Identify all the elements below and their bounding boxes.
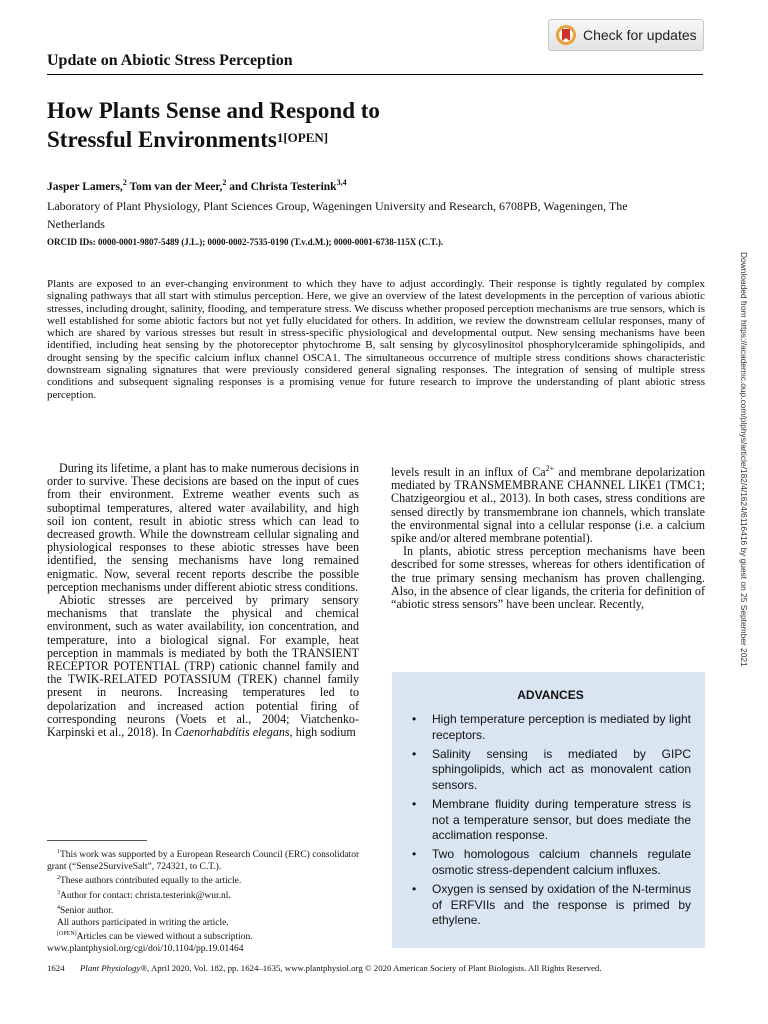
title-footnote-marker: 1[OPEN] xyxy=(276,130,329,145)
body-paragraph: During its lifetime, a plant has to make numerous decisions in order to survive. These decisions are based on the input of cues from their environment. Extreme weather events such as suboptimal temperatures, altered water availability, and high soil ion content, result in abiotic stress which can lead to decreased growth. While the downstream cellular signaling and physiological responses to these abiotic stresses have been identified, the sensing mechanisms have long remained enigmatic. Now, several recent reports describe the possible perception mechanisms under different abiotic stress conditions. xyxy=(47,461,359,594)
advances-item: • Two homologous calcium channels regulate osmotic stress-dependent calcium influxes. xyxy=(410,847,691,878)
advances-box xyxy=(392,672,705,948)
footnotes xyxy=(47,847,367,956)
body-text: , high sodium xyxy=(289,725,356,740)
body-paragraph xyxy=(391,462,705,545)
footnote xyxy=(47,903,367,918)
advances-item: • Oxygen is sensed by oxidation of the N-terminus of ERFVIIs and the response is primed by ethylene. xyxy=(410,882,691,929)
body-paragraph xyxy=(47,594,359,739)
body-column-right xyxy=(391,462,705,611)
species-name: Caenorhabditis elegans xyxy=(174,725,290,740)
footnote-text: Author for contact: christa.testerink@wur.nl. xyxy=(60,891,231,902)
footnote xyxy=(47,929,367,944)
author-name: Jasper Lamers, xyxy=(47,180,123,193)
footnote-text: These authors contributed equally to the article. xyxy=(60,876,242,887)
abstract: Plants are exposed to an ever-changing environment to which they have to adjust accordingly. Their response is tightly regulated by complex signaling pathways that all start with stimulus perception. Here, we give an overview of the latest developments in the perception of various abiotic stresses, including drought, salinity, flooding, and temperature stress. We discuss whether proposed perception mechanisms are true sensors, which is well established for some abiotic factors but not yet fully elucidated for others. In addition, we review the downstream cellular responses, many of which are shared by various stresses but result in stress-specific physiological and developmental output. New sensing mechanisms have been identified, including heat sensing by the photoreceptor phytochrome B, salt sensing by glycosylinositol phosphorylceramide sphingolipids, and drought sensing by the specific calcium influx channel OSCA1. The simultaneous occurrence of multiple stress conditions shows characteristic downstream signaling signatures that were previously considered general signaling responses. The integration of sensing of multiple stress conditions and subsequent signaling responses is a promising venue for future research to improve the understanding of plant abiotic stress perception. xyxy=(47,278,705,401)
download-note: Downloaded from https://academic.oup.com/plphys/article/182/4/1624/6116416 by guest on 25 September 2021 xyxy=(739,252,749,667)
advances-item: • Membrane fluidity during temperature stress is not a temperature sensor, but does mediate the acclimation response. xyxy=(410,797,691,844)
affiliation: Laboratory of Plant Physiology, Plant Sciences Group, Wageningen University and Research, 6708PB, Wageningen, The Netherlands xyxy=(47,199,628,231)
footnote-marker: [OPEN] xyxy=(57,931,77,938)
footnote-text: This work was supported by a European Research Council (ERC) consolidator grant (“Sense2SurviveSalt”, 724321, to C.T.). xyxy=(47,850,360,872)
advances-item: • High temperature perception is mediated by light receptors. xyxy=(410,712,691,743)
download-sidebar xyxy=(737,252,751,772)
author-footnote-marker: 3,4 xyxy=(336,178,347,187)
advances-list xyxy=(410,712,691,929)
citation: , April 2020, Vol. 182, pp. 1624–1635, www.plantphysiol.org © 2020 American Society of Plant Biologists. All Rights Reserved. xyxy=(147,963,602,973)
footnote-marker: 3 xyxy=(57,890,60,897)
doi-link[interactable]: www.plantphysiol.org/cgi/doi/10.1104/pp.19.01464 xyxy=(47,943,244,954)
footnote-text: Articles can be viewed without a subscription. xyxy=(76,932,253,943)
check-for-updates-button[interactable] xyxy=(548,19,704,51)
header-rule xyxy=(47,74,703,75)
author-footnote-marker: 2 xyxy=(122,178,127,187)
footnote-marker: 1 xyxy=(57,849,60,855)
body-text: and membrane depolarization mediated by TRANSMEMBRANE CHANNEL LIKE1 (TMC1; Chatzigeorgiou et al., 2013). In both cases, stress conditions are sensed directly by transmembrane ion channels, which translate the environmental signal into a cellular response (i.e. a calcium spike and/or altered membrane potential). xyxy=(391,465,705,546)
article-title xyxy=(47,96,647,154)
footnote xyxy=(47,847,367,873)
footnote-text: Senior author. xyxy=(60,906,114,916)
body-paragraph: In plants, abiotic stress perception mechanisms have been described for some stresses, whereas for others identification of the true primary sensing mechanism has proven challenging. Also, in the absence of clear ligands, the criteria for definition of “abiotic stress sensors” have been unclear. Recently, xyxy=(391,544,705,612)
advances-heading: ADVANCES xyxy=(517,688,584,702)
section-heading: Update on Abiotic Stress Perception xyxy=(47,52,293,69)
title-line-1: How Plants Sense and Respond to xyxy=(47,98,380,123)
footnote: All authors participated in writing the article. xyxy=(57,917,229,928)
body-text: Abiotic stresses are perceived by primary sensory mechanisms that translate the physical and chemical environment, such as water availability, ion concentration, and temperature, into a biological signal. For example, heat perception in mammals is mediated by both the TRANSIENT RECEPTOR POTENTIAL (TRP) cationic channel family and the TWIK-RELATED POTASSIUM (TREK) channel family present in neurons. Increasing temperatures led to depolarization and increased action potential firing of corresponding neurons (Voets et al., 2004; Viatchenko-Karpinski et al., 2018). In xyxy=(47,593,359,740)
page-number: 1624 xyxy=(47,963,65,973)
footnote xyxy=(47,873,367,888)
author-list xyxy=(47,178,347,193)
journal-name: Plant Physiology® xyxy=(80,963,148,973)
author-name: and Christa Testerink xyxy=(229,180,337,193)
footnote-rule xyxy=(47,840,147,841)
body-text: levels result in an influx of Ca xyxy=(391,465,546,480)
orcid-ids: ORCID IDs: 0000-0001-9807-5489 (J.L.); 0000-0002-7535-0190 (T.v.d.M.); 0000-0001-6738-115X (C.T.). xyxy=(47,237,444,247)
advances-item: • Salinity sensing is mediated by GIPC sphingolipids, which act as monovalent cation sensors. xyxy=(410,747,691,794)
author-name: Tom van der Meer, xyxy=(129,180,223,193)
author-footnote-marker: 2 xyxy=(222,178,227,187)
check-for-updates-label: Check for updates xyxy=(583,27,697,43)
body-column-left xyxy=(47,462,359,739)
title-line-2: Stressful Environments xyxy=(47,127,277,152)
bookmark-badge-icon xyxy=(555,24,577,46)
footnote xyxy=(47,888,367,903)
footnote-marker: 2 xyxy=(57,875,60,882)
footnote-marker: 4 xyxy=(57,904,60,911)
page-footer xyxy=(47,963,707,973)
ion-charge: 2+ xyxy=(545,464,555,473)
